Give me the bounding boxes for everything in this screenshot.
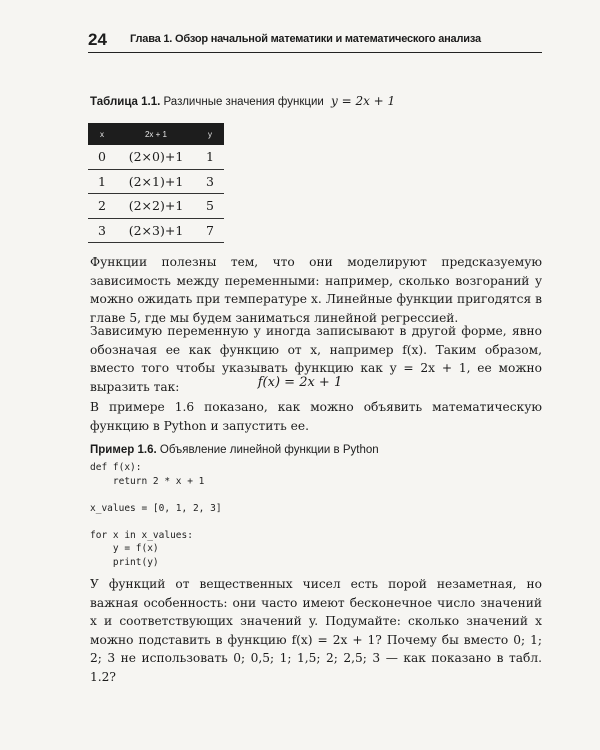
paragraph-functions-useful: Функции полезны тем, что они моделируют предсказуемую зависимость между переменными: например, сколько возгораний y можно ожидать при температуре x. Линейные функции пригодятся в главе 5, где мы будем заниматься линейной регрессией. bbox=[90, 255, 542, 325]
table-header-row bbox=[88, 123, 224, 145]
table-cell: 1 bbox=[88, 169, 116, 194]
page-number: 24 bbox=[88, 30, 107, 49]
table-cell: 2 bbox=[88, 194, 116, 219]
paragraph-real-functions: У функций от вещественных чисел есть порой незаметная, но важная особенность: они часто имеют бесконечное число значений x и соответствующих значений y. Подумайте: сколько значений x можно подставить в функцию f(x) = 2x + 1? Почему бы вместо 0; 1; 2; 3 не использовать 0; 0,5; 1; 1,5; 2; 2,5; 3 — как показано в табл. 1.2? bbox=[90, 577, 542, 684]
page-header bbox=[88, 30, 542, 53]
table-caption-text: Различные значения функции bbox=[163, 96, 324, 108]
paragraph-example-intro: В примере 1.6 показано, как можно объявить математическую функцию в Python и запустить ее. bbox=[90, 400, 542, 433]
table-cell: 7 bbox=[196, 218, 224, 243]
paragraph-dependent-variable: Зависимую переменную y иногда записывают в другой форме, явно обозначая ее как функцию от x, например f(x). Таким образом, вместо того чтобы указывать функцию как y = 2x + 1, ее можно выразить так: bbox=[90, 324, 542, 394]
table-caption-label: Таблица 1.1. bbox=[90, 96, 161, 108]
values-table bbox=[88, 123, 224, 243]
column-header: 2x + 1 bbox=[116, 123, 196, 145]
example-title-text: Объявление линейной функции в Python bbox=[159, 444, 379, 456]
table-cell: 3 bbox=[88, 218, 116, 243]
example-title bbox=[90, 444, 379, 456]
table-cell: (2×0)+1 bbox=[116, 145, 196, 169]
chapter-title: Глава 1. Обзор начальной математики и математического анализа bbox=[130, 33, 481, 45]
table-cell: 5 bbox=[196, 194, 224, 219]
table-row bbox=[88, 218, 224, 243]
table-cell: 0 bbox=[88, 145, 116, 169]
column-header: x bbox=[88, 123, 116, 145]
table-cell: (2×1)+1 bbox=[116, 169, 196, 194]
table-cell: 3 bbox=[196, 169, 224, 194]
function-formula: f(x) = 2x + 1 bbox=[257, 375, 343, 390]
table-caption-formula: y = 2x + 1 bbox=[331, 94, 396, 108]
code-listing: def f(x): return 2 * x + 1 x_values = [0, 1, 2, 3] for x in x_values: y = f(x) print(y) bbox=[90, 462, 222, 568]
table-cell: (2×2)+1 bbox=[116, 194, 196, 219]
table-row bbox=[88, 194, 224, 219]
table-cell: (2×3)+1 bbox=[116, 218, 196, 243]
table-row bbox=[88, 145, 224, 169]
example-label: Пример 1.6. bbox=[90, 444, 157, 456]
column-header: y bbox=[196, 123, 224, 145]
table-caption bbox=[90, 94, 395, 108]
table-cell: 1 bbox=[196, 145, 224, 169]
table-row bbox=[88, 169, 224, 194]
